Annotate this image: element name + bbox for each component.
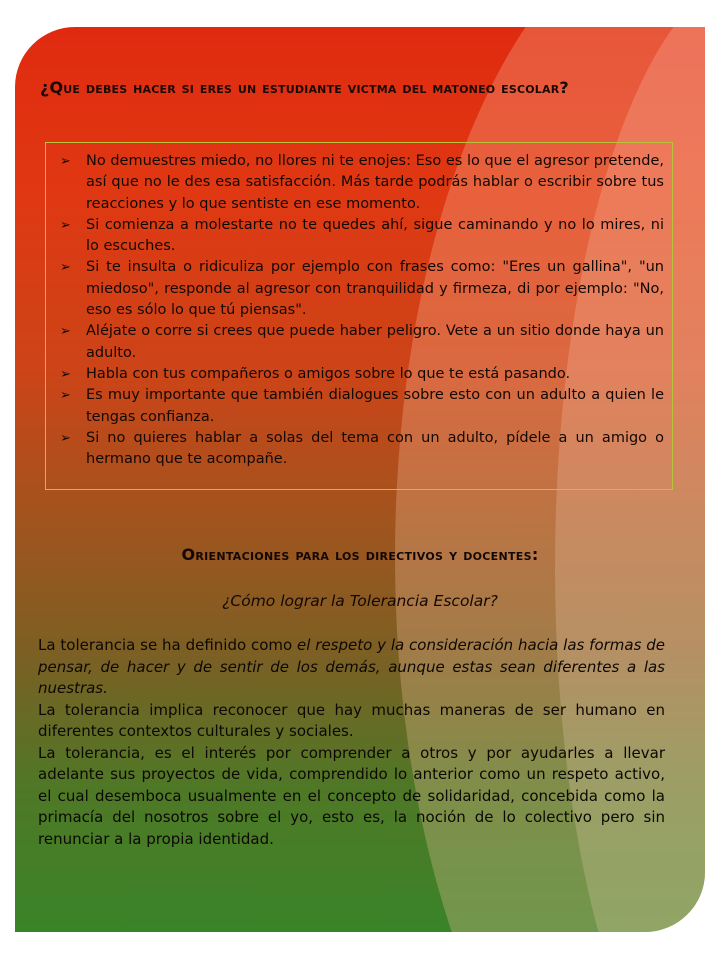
paragraph: La tolerancia implica reconocer que hay muchas maneras de ser humano en diferentes contextos culturales y sociales.: [38, 700, 665, 740]
arrow-bullet-icon: ➢: [60, 260, 71, 276]
body-text: [38, 635, 665, 850]
list-item-text: Es muy importante que también dialogues sobre esto con un adulto a quien le tengas confianza.: [86, 387, 664, 425]
paragraph: [38, 635, 665, 700]
paragraph: La tolerancia, es el interés por comprender a otros y por ayudarles a llevar adelante sus proyectos de vida, comprendido lo anterior como un respeto activo, el cual desemboca usualmente en el concepto de solidaridad, concebida como la primacía del nosotros sobre el yo, esto es, la noción de lo colectivo pero sin renunciar a la propia identidad.: [38, 743, 665, 848]
tips-list: [54, 151, 664, 470]
arrow-bullet-icon: ➢: [60, 430, 71, 446]
paragraph-emphasis: el respeto y la consideración hacia las formas de pensar, de hacer y de sentir de los demás, aunque estas sean diferentes a las nuestras.: [38, 636, 665, 697]
paragraph-lead: La tolerancia se ha definido como: [38, 636, 298, 654]
list-item: [54, 215, 664, 258]
list-item-text: Aléjate o corre si crees que puede haber peligro. Vete a un sitio donde haya un adulto.: [86, 323, 664, 361]
list-item: [54, 257, 664, 321]
list-item-text: Habla con tus compañeros o amigos sobre lo que te está pasando.: [86, 365, 571, 382]
list-item: [54, 385, 664, 428]
arrow-bullet-icon: ➢: [60, 388, 71, 404]
list-item: [54, 364, 664, 385]
list-item-text: Si te insulta o ridiculiza por ejemplo con frases como: "Eres un gallina", "un miedoso", responde al agresor con tranquilidad y firmeza, di por ejemplo: "No, eso es sólo lo que tú piensas".: [86, 259, 664, 319]
arrow-bullet-icon: ➢: [60, 324, 71, 340]
list-item: [54, 151, 664, 215]
section-title: ¿Que debes hacer si eres un estudiante victma del matoneo escolar?: [40, 78, 569, 97]
list-item: [54, 428, 664, 471]
list-item: [54, 321, 664, 364]
arrow-bullet-icon: ➢: [60, 217, 71, 233]
list-item-text: Si no quieres hablar a solas del tema con un adulto, pídele a un amigo o hermano que te acompañe.: [86, 429, 664, 468]
section-subheading: ¿Cómo lograr la Tolerancia Escolar?: [222, 592, 498, 610]
tips-box: [45, 142, 673, 490]
arrow-bullet-icon: ➢: [60, 366, 71, 382]
section-heading: Orientaciones para los directivos y docentes:: [181, 545, 539, 564]
list-item-text: No demuestres miedo, no llores ni te enojes: Eso es lo que el agresor pretende, así que no le des esa satisfacción. Más tarde podrás hablar o escribir sobre tus reacciones y lo que sentiste en ese momento.: [86, 153, 664, 212]
list-item-text: Si comienza a molestarte no te quedes ahí, sigue caminando y no lo mires, ni lo escuches.: [86, 216, 664, 255]
arrow-bullet-icon: ➢: [60, 154, 71, 169]
